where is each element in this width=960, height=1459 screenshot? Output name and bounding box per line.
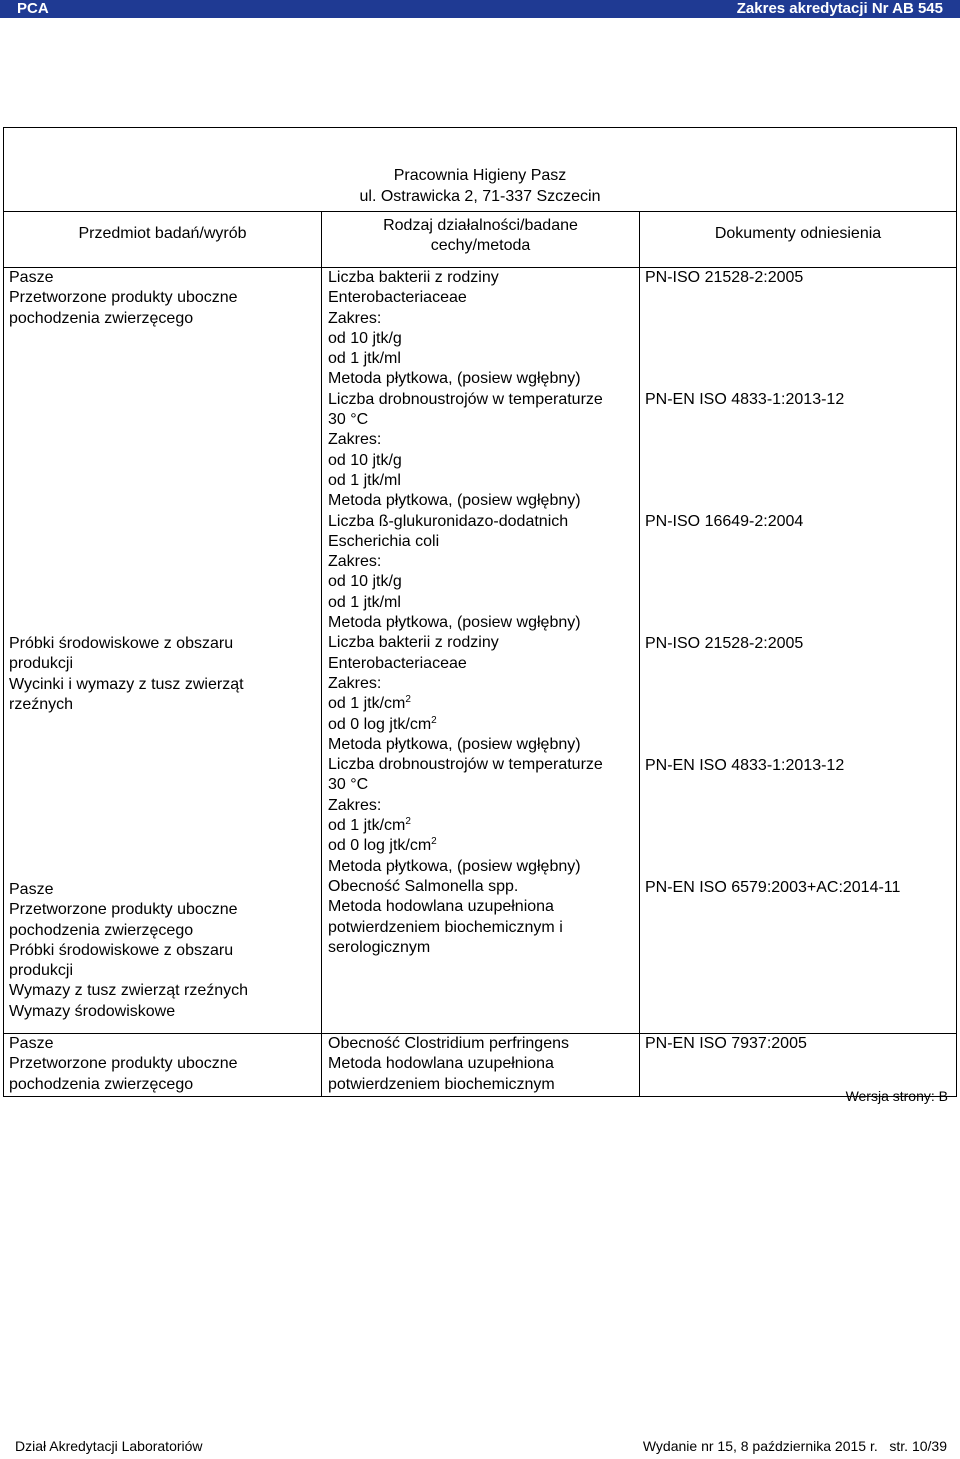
column-header-activity [322,212,640,268]
activity-cell [322,268,640,1034]
subject-line: Pasze [9,269,54,286]
test-line: Enterobacteriaceae [328,654,467,672]
test-line: Metoda płytkowa, (posiew wgłębny) [328,614,581,632]
subject-line: produkcji [9,655,74,673]
test-line: Metoda hodowlana uzupełniona [328,1055,554,1073]
test-line [328,816,639,836]
documents-cell [640,268,957,1034]
column-header-documents: Dokumenty odniesienia [640,212,957,268]
footer-left-label: Dział Akredytacji Laboratoriów [15,1438,203,1454]
subject-line: produkcji [9,962,74,980]
document-reference: PN-EN ISO 4833-1:2013-12 [645,757,845,774]
subject-line: Przetworzone produkty uboczne [9,289,238,307]
test-line: Metoda hodowlana uzupełniona [328,898,554,916]
test-line: Metoda płytkowa, (posiew wgłębny) [328,370,581,388]
test-line: Zakres: [328,796,382,814]
test-item-6 [328,877,639,958]
test-line: Liczba bakterii z rodziny [328,634,499,652]
test-line: od 1 jtk/ml [328,593,401,611]
subject-group-2 [9,634,321,880]
subject-line: rzeźnych [9,695,74,713]
document-reference: PN-ISO 21528-2:2005 [645,635,804,652]
range-text: od 1 jtk/cm [328,817,406,835]
subject-line: Pasze [9,1035,54,1052]
subject-line: pochodzenia zwierzęcego [9,1075,194,1093]
page-version: Wersja strony: B [845,1088,948,1104]
test-line: od 10 jtk/g [328,451,402,469]
document-reference: PN-EN ISO 7937:2005 [645,1035,807,1052]
header-left-label: PCA [17,0,49,17]
subject-line: Wymazy z tusz zwierząt rzeźnych [9,982,249,1000]
column-header-activity-line1: Rodzaj działalności/badane [383,217,578,234]
test-line [328,836,639,856]
subject-line: Pasze [9,881,54,898]
document-reference: PN-ISO 21528-2:2005 [645,269,804,286]
superscript: 2 [405,816,411,828]
test-line: potwierdzeniem biochemicznym i [328,918,563,936]
test-line: Liczba drobnoustrojów w temperaturze [328,390,603,408]
test-line: Zakres: [328,553,382,571]
subject-line: Przetworzone produkty uboczne [9,1055,238,1073]
header-right-label: Zakres akredytacji Nr AB 545 [736,0,943,17]
test-item-3 [328,512,639,634]
range-text: od 0 log jtk/cm [328,715,432,733]
test-line: Obecność Salmonella spp. [328,877,519,895]
test-line: Zakres: [328,309,382,327]
test-line: Zakres: [328,431,382,449]
range-text: od 1 jtk/cm [328,695,406,713]
subject-cell [4,268,322,1034]
table-row [4,1034,957,1097]
test-line: od 1 jtk/ml [328,350,401,368]
lab-name: Pracownia Higieny Pasz [393,167,567,185]
subject-group-1 [9,268,321,634]
test-item-4 [328,633,639,755]
lab-info-cell [4,128,957,212]
test-line: Metoda płytkowa, (posiew wgłębny) [328,857,581,875]
document-reference: PN-ISO 16649-2:2004 [645,513,804,530]
test-line: Liczba bakterii z rodziny [328,269,499,286]
range-text: od 0 log jtk/cm [328,837,432,855]
test-line: 30 °C [328,776,369,794]
subject-line: pochodzenia zwierzęcego [9,309,194,327]
table-row [4,268,957,1034]
footer-right-label: Wydanie nr 15, 8 października 2015 r. str. 10/39 [642,1438,947,1454]
subject-line: pochodzenia zwierzęcego [9,921,194,939]
test-line: Metoda płytkowa, (posiew wgłębny) [328,735,581,753]
page-footer [15,1438,947,1454]
page-header-bar [0,0,960,18]
superscript: 2 [405,694,411,706]
subject-line: Próbki środowiskowe z obszaru [9,635,234,652]
test-line [328,715,639,735]
test-line: 30 °C [328,411,369,429]
test-item-5 [328,755,639,877]
test-line: Liczba drobnoustrojów w temperaturze [328,756,603,774]
document-reference: PN-EN ISO 4833-1:2013-12 [645,391,845,408]
test-line: Obecność Clostridium perfringens [328,1035,569,1052]
subject-line: Próbki środowiskowe z obszaru [9,941,234,959]
superscript: 2 [431,836,437,848]
column-header-subject: Przedmiot badań/wyrób [4,212,322,268]
test-line: Enterobacteriaceae [328,289,467,307]
test-line: od 10 jtk/g [328,329,402,347]
test-line [328,694,639,714]
test-line: Escherichia coli [328,532,440,550]
subject-line: Wycinki i wymazy z tusz zwierząt [9,675,244,693]
lab-address: ul. Ostrawicka 2, 71-337 Szczecin [359,187,601,205]
superscript: 2 [431,714,437,726]
accreditation-table [3,127,957,1097]
test-line: potwierdzeniem biochemicznym [328,1075,555,1093]
test-item-1 [328,268,639,390]
document-reference: PN-EN ISO 6579:2003+AC:2014-11 [645,879,901,896]
test-line: od 10 jtk/g [328,573,402,591]
test-line: Liczba ß-glukuronidazo-dodatnich [328,512,569,530]
test-line: serologicznym [328,938,431,956]
column-header-activity-line2: cechy/metoda [430,237,531,255]
test-line: Metoda płytkowa, (posiew wgłębny) [328,492,581,510]
activity-cell [322,1034,640,1097]
subject-group-3 [9,880,321,1022]
subject-line: Wymazy środowiskowe [9,1002,176,1020]
test-item-2 [328,390,639,512]
test-line: od 1 jtk/ml [328,471,401,489]
subject-cell [4,1034,322,1097]
test-line: Zakres: [328,674,382,692]
subject-line: Przetworzone produkty uboczne [9,901,238,919]
